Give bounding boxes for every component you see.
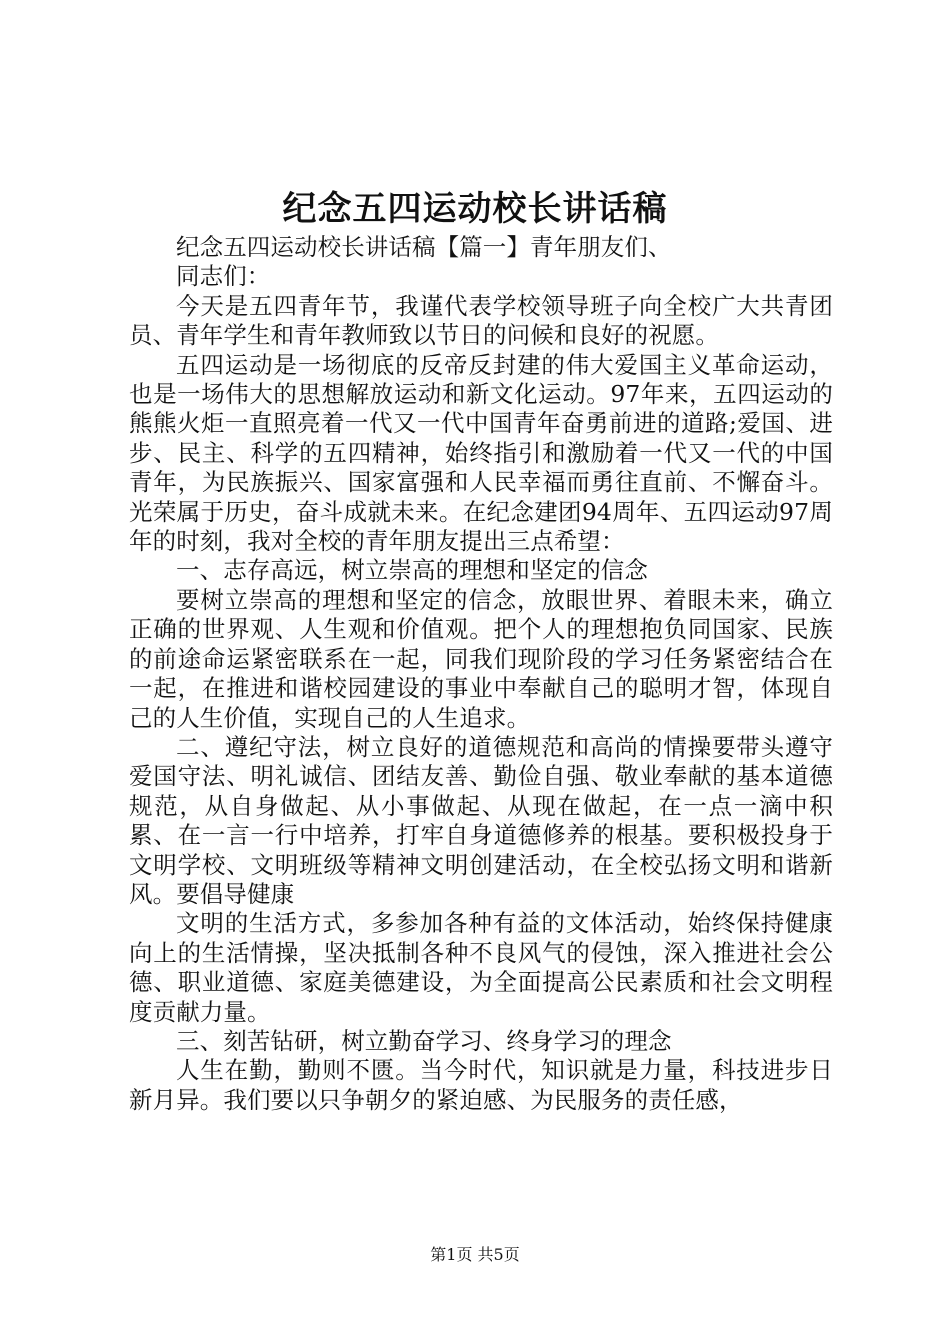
paragraph: 今天是五四青年节，我谨代表学校领导班子向全校广大共青团员、青年学生和青年教师致以节日的问候和良好的祝愿。 <box>129 291 833 350</box>
paragraph-opening: 纪念五四运动校长讲话稿【篇一】青年朋友们、 <box>176 233 672 261</box>
paragraph: 五四运动是一场彻底的反帝反封建的伟大爱国主义革命运动，也是一场伟大的思想解放运动和新文化运动。97年来，五四运动的熊熊火炬一直照亮着一代又一代中国青年奋勇前进的道路;爱国、进步、民主、科学的五四精神，始终指引和激励着一代又一代的中国青年，为民族振兴、国家富强和人民幸福而勇往直前、不懈奋斗。光荣属于历史，奋斗成就未来。在纪念建团94周年、五四运动97周年的时刻，我对全校的青年朋友提出三点希望： <box>129 350 833 556</box>
document-body <box>129 233 833 1115</box>
section-heading-2: 二、遵纪守法，树立良好的道德规范和高尚的情操要带头遵守爱国守法、明礼诚信、团结友善、勤俭自强、敬业奉献的基本道德规范，从自身做起、从小事做起、从现在做起，在一点一滴中积累、在一言一行中培养，打牢自身道德修养的根基。要积极投身于文明学校、文明班级等精神文明创建活动，在全校弘扬文明和谐新风。要倡导健康 <box>129 732 833 908</box>
page-number-footer: 第1页 共5页 <box>430 1245 520 1264</box>
paragraph: 人生在勤，勤则不匮。当今时代，知识就是力量，科技进步日新月异。我们要以只争朝夕的紧迫感、为民服务的责任感， <box>129 1056 833 1114</box>
document-title: 纪念五四运动校长讲话稿 <box>282 189 668 229</box>
paragraph: 文明的生活方式，多参加各种有益的文体活动，始终保持健康向上的生活情操，坚决抵制各种不良风气的侵蚀，深入推进社会公德、职业道德、家庭美德建设，为全面提高公民素质和社会文明程度贡献力量。 <box>129 909 833 1026</box>
section-heading-3: 三、刻苦钻研，树立勤奋学习、终身学习的理念 <box>176 1026 672 1055</box>
paragraph: 要树立崇高的理想和坚定的信念，放眼世界、着眼未来，确立正确的世界观、人生观和价值观。把个人的理想抱负同国家、民族的前途命运紧密联系在一起，同我们现阶段的学习任务紧密结合在一起，在推进和谐校园建设的事业中奉献自己的聪明才智，体现自己的人生价值，实现自己的人生追求。 <box>129 585 833 732</box>
section-heading-1: 一、志存高远，树立崇高的理想和坚定的信念 <box>176 556 648 585</box>
paragraph-salutation: 同志们： <box>176 262 271 291</box>
